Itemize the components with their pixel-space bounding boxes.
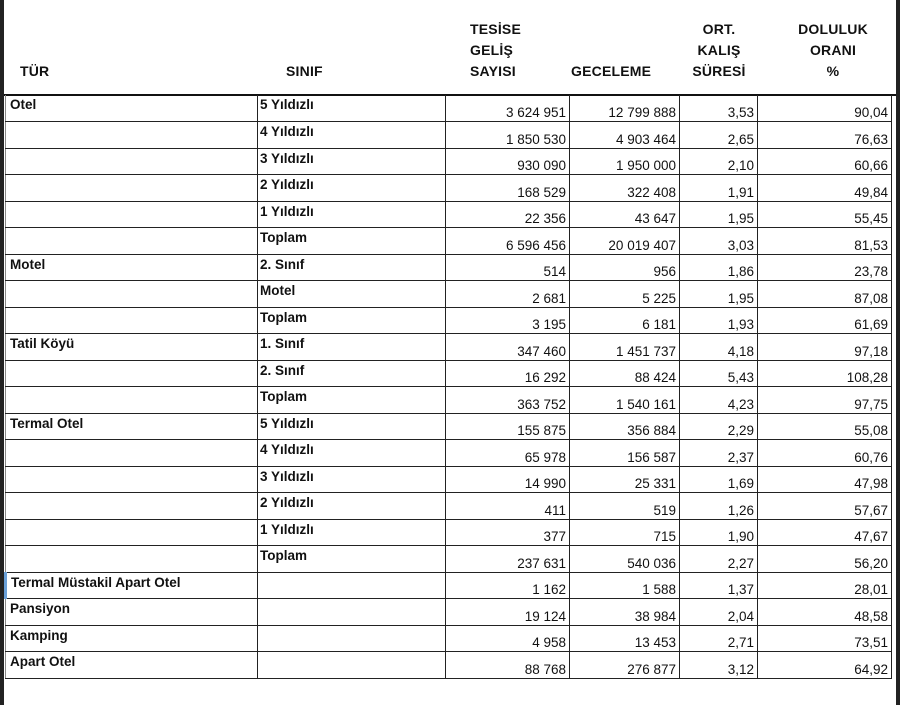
row-sinif-cell: 3 Yıldızlı	[258, 466, 446, 493]
row-sinif-cell	[258, 599, 446, 626]
row-kalis-cell: 1,93	[680, 307, 758, 334]
row-geceleme-cell: 25 331	[570, 466, 680, 493]
row-geceleme-cell: 43 647	[570, 201, 680, 228]
row-tur-cell	[6, 281, 258, 308]
row-doluluk-cell: 60,76	[758, 440, 892, 467]
row-tur-cell	[6, 546, 258, 573]
row-sinif-cell: Toplam	[258, 228, 446, 255]
row-gelis-cell: 1 162	[446, 572, 570, 599]
row-doluluk-cell: 73,51	[758, 625, 892, 652]
row-doluluk-cell: 97,18	[758, 334, 892, 361]
table-row	[6, 281, 892, 308]
row-kalis-cell: 2,27	[680, 546, 758, 573]
header-ort-kalis-suresi: ORT. KALIŞ SÜRESİ	[692, 21, 746, 79]
row-tur-cell	[6, 148, 258, 175]
row-gelis-cell: 237 631	[446, 546, 570, 573]
row-sinif-cell: Toplam	[258, 387, 446, 414]
row-gelis-cell: 4 958	[446, 625, 570, 652]
row-tur-cell	[6, 387, 258, 414]
row-gelis-cell: 347 460	[446, 334, 570, 361]
table-row	[6, 652, 892, 679]
table-row	[6, 625, 892, 652]
row-kalis-cell: 2,71	[680, 625, 758, 652]
row-sinif-cell: 5 Yıldızlı	[258, 95, 446, 122]
row-gelis-cell: 88 768	[446, 652, 570, 679]
table-row	[6, 493, 892, 520]
row-doluluk-cell: 90,04	[758, 95, 892, 122]
row-tur-cell: Termal Müstakil Apart Otel	[6, 572, 258, 599]
row-sinif-cell: 2. Sınıf	[258, 254, 446, 281]
row-gelis-cell: 363 752	[446, 387, 570, 414]
row-gelis-cell: 1 850 530	[446, 122, 570, 149]
row-kalis-cell: 3,12	[680, 652, 758, 679]
row-doluluk-cell: 47,67	[758, 519, 892, 546]
row-kalis-cell: 4,23	[680, 387, 758, 414]
table-row	[6, 175, 892, 202]
row-sinif-cell: 2. Sınıf	[258, 360, 446, 387]
row-tur-cell	[6, 360, 258, 387]
row-sinif-cell: 2 Yıldızlı	[258, 493, 446, 520]
row-gelis-cell: 22 356	[446, 201, 570, 228]
row-gelis-cell: 2 681	[446, 281, 570, 308]
row-doluluk-cell: 56,20	[758, 546, 892, 573]
row-kalis-cell: 1,86	[680, 254, 758, 281]
row-doluluk-cell: 60,66	[758, 148, 892, 175]
row-geceleme-cell: 322 408	[570, 175, 680, 202]
row-geceleme-cell: 1 588	[570, 572, 680, 599]
table-row	[6, 519, 892, 546]
row-sinif-cell: 1 Yıldızlı	[258, 519, 446, 546]
row-kalis-cell: 2,29	[680, 413, 758, 440]
row-sinif-cell: 4 Yıldızlı	[258, 440, 446, 467]
row-geceleme-cell: 956	[570, 254, 680, 281]
row-kalis-cell: 1,95	[680, 201, 758, 228]
row-kalis-cell: 1,90	[680, 519, 758, 546]
data-table-body	[6, 95, 892, 678]
row-kalis-cell: 2,65	[680, 122, 758, 149]
table-row	[6, 466, 892, 493]
row-kalis-cell: 2,37	[680, 440, 758, 467]
row-doluluk-cell: 28,01	[758, 572, 892, 599]
table-row	[6, 254, 892, 281]
header-doluluk-orani: DOLULUK ORANI %	[798, 21, 868, 79]
row-tur-cell	[6, 493, 258, 520]
row-geceleme-cell: 540 036	[570, 546, 680, 573]
row-tur-cell	[6, 122, 258, 149]
row-tur-cell: Motel	[6, 254, 258, 281]
table-row	[6, 387, 892, 414]
table-row	[6, 228, 892, 255]
row-geceleme-cell: 1 451 737	[570, 334, 680, 361]
table-row	[6, 334, 892, 361]
row-doluluk-cell: 87,08	[758, 281, 892, 308]
row-doluluk-cell: 57,67	[758, 493, 892, 520]
table-row	[6, 95, 892, 122]
row-geceleme-cell: 356 884	[570, 413, 680, 440]
row-kalis-cell: 3,03	[680, 228, 758, 255]
row-tur-cell	[6, 519, 258, 546]
row-kalis-cell: 2,04	[680, 599, 758, 626]
table-row	[6, 148, 892, 175]
row-doluluk-cell: 49,84	[758, 175, 892, 202]
row-sinif-cell	[258, 652, 446, 679]
row-kalis-cell: 1,37	[680, 572, 758, 599]
row-gelis-cell: 6 596 456	[446, 228, 570, 255]
row-kalis-cell: 1,69	[680, 466, 758, 493]
row-tur-cell	[6, 307, 258, 334]
row-sinif-cell	[258, 572, 446, 599]
table-row	[6, 599, 892, 626]
row-geceleme-cell: 1 950 000	[570, 148, 680, 175]
row-geceleme-cell: 276 877	[570, 652, 680, 679]
row-geceleme-cell: 519	[570, 493, 680, 520]
row-gelis-cell: 155 875	[446, 413, 570, 440]
row-gelis-cell: 16 292	[446, 360, 570, 387]
row-doluluk-cell: 23,78	[758, 254, 892, 281]
row-doluluk-cell: 97,75	[758, 387, 892, 414]
row-tur-cell: Termal Otel	[6, 413, 258, 440]
row-sinif-cell: Motel	[258, 281, 446, 308]
row-tur-cell: Otel	[6, 95, 258, 122]
row-sinif-cell: Toplam	[258, 546, 446, 573]
row-kalis-cell: 5,43	[680, 360, 758, 387]
row-gelis-cell: 930 090	[446, 148, 570, 175]
row-kalis-cell: 3,53	[680, 95, 758, 122]
row-kalis-cell: 1,26	[680, 493, 758, 520]
row-geceleme-cell: 20 019 407	[570, 228, 680, 255]
row-gelis-cell: 3 195	[446, 307, 570, 334]
row-geceleme-cell: 6 181	[570, 307, 680, 334]
row-geceleme-cell: 12 799 888	[570, 95, 680, 122]
row-sinif-cell: 5 Yıldızlı	[258, 413, 446, 440]
row-gelis-cell: 19 124	[446, 599, 570, 626]
row-tur-cell	[6, 466, 258, 493]
row-sinif-cell: 3 Yıldızlı	[258, 148, 446, 175]
row-tur-cell: Apart Otel	[6, 652, 258, 679]
header-geceleme: GECELEME	[571, 63, 652, 79]
row-gelis-cell: 514	[446, 254, 570, 281]
row-geceleme-cell: 156 587	[570, 440, 680, 467]
row-kalis-cell: 1,91	[680, 175, 758, 202]
row-sinif-cell: 4 Yıldızlı	[258, 122, 446, 149]
row-gelis-cell: 14 990	[446, 466, 570, 493]
row-sinif-cell: 1 Yıldızlı	[258, 201, 446, 228]
row-doluluk-cell: 81,53	[758, 228, 892, 255]
table-row	[6, 122, 892, 149]
row-kalis-cell: 2,10	[680, 148, 758, 175]
header-tesise-gelis-sayisi: TESİSE GELİŞ SAYISI	[470, 21, 521, 79]
row-gelis-cell: 411	[446, 493, 570, 520]
row-doluluk-cell: 47,98	[758, 466, 892, 493]
row-tur-cell: Tatil Köyü	[6, 334, 258, 361]
data-table	[4, 95, 892, 679]
row-tur-cell: Pansiyon	[6, 599, 258, 626]
row-sinif-cell	[258, 625, 446, 652]
table-header	[4, 0, 896, 96]
row-tur-cell	[6, 440, 258, 467]
row-geceleme-cell: 1 540 161	[570, 387, 680, 414]
row-geceleme-cell: 13 453	[570, 625, 680, 652]
row-doluluk-cell: 55,08	[758, 413, 892, 440]
row-geceleme-cell: 715	[570, 519, 680, 546]
header-tur: TÜR	[20, 63, 50, 79]
row-sinif-cell: 2 Yıldızlı	[258, 175, 446, 202]
table-row	[6, 360, 892, 387]
row-tur-cell	[6, 228, 258, 255]
row-kalis-cell: 4,18	[680, 334, 758, 361]
row-geceleme-cell: 4 903 464	[570, 122, 680, 149]
table-row	[6, 572, 892, 599]
row-sinif-cell: Toplam	[258, 307, 446, 334]
row-doluluk-cell: 61,69	[758, 307, 892, 334]
row-doluluk-cell: 108,28	[758, 360, 892, 387]
row-sinif-cell: 1. Sınıf	[258, 334, 446, 361]
table-row	[6, 546, 892, 573]
row-geceleme-cell: 88 424	[570, 360, 680, 387]
row-gelis-cell: 65 978	[446, 440, 570, 467]
row-doluluk-cell: 48,58	[758, 599, 892, 626]
table-row	[6, 201, 892, 228]
row-doluluk-cell: 76,63	[758, 122, 892, 149]
row-gelis-cell: 168 529	[446, 175, 570, 202]
row-gelis-cell: 377	[446, 519, 570, 546]
row-tur-cell	[6, 175, 258, 202]
table-row	[6, 413, 892, 440]
row-geceleme-cell: 5 225	[570, 281, 680, 308]
table-row	[6, 307, 892, 334]
row-doluluk-cell: 64,92	[758, 652, 892, 679]
table-row	[6, 440, 892, 467]
header-sinif: SINIF	[286, 63, 323, 79]
row-tur-cell	[6, 201, 258, 228]
row-gelis-cell: 3 624 951	[446, 95, 570, 122]
row-doluluk-cell: 55,45	[758, 201, 892, 228]
row-tur-cell: Kamping	[6, 625, 258, 652]
row-geceleme-cell: 38 984	[570, 599, 680, 626]
row-kalis-cell: 1,95	[680, 281, 758, 308]
